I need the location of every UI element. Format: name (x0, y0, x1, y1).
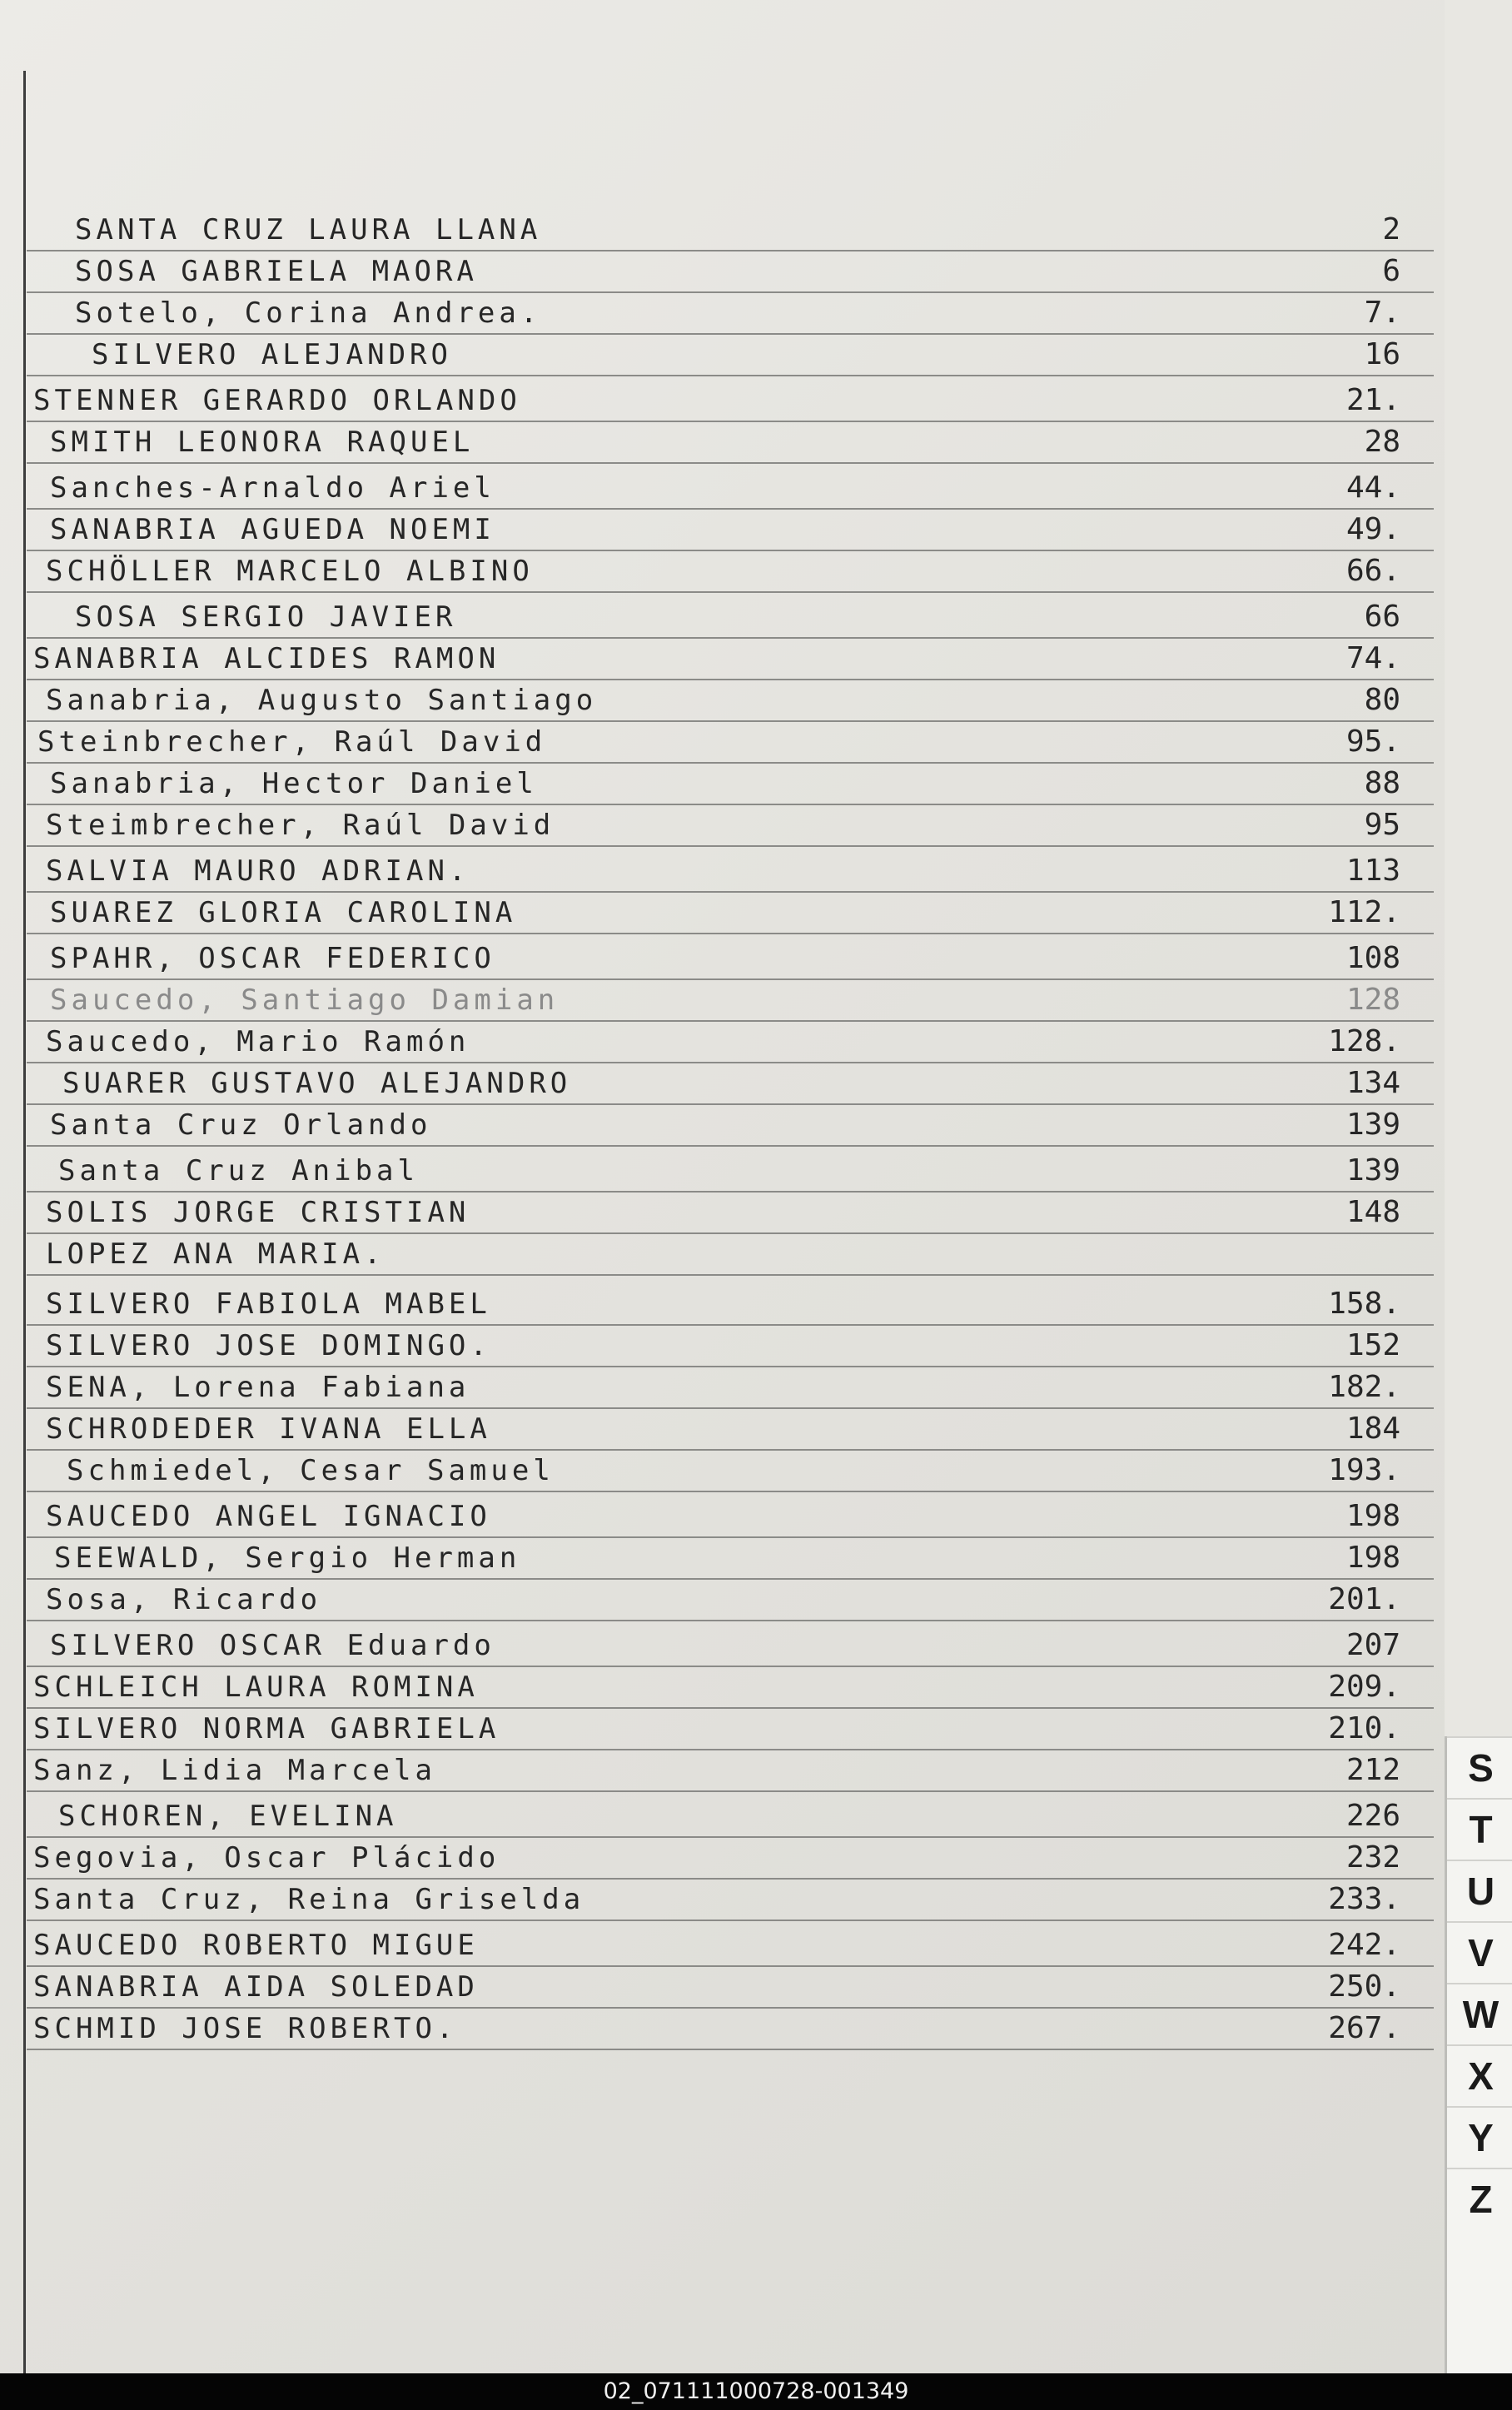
ledger-row (27, 207, 1434, 251)
entry-number: 66 (1364, 600, 1400, 634)
entry-name: Santa Cruz, Reina Griselda (33, 1883, 585, 1916)
entry-name: SMITH LEONORA RAQUEL (50, 426, 475, 459)
index-tab-s[interactable]: S (1447, 1736, 1512, 1798)
ledger-row (27, 719, 1434, 764)
entry-name: SUAREZ GLORIA CAROLINA (50, 896, 517, 929)
ledger-row (27, 248, 1434, 293)
ledger-row (27, 760, 1434, 805)
ledger-row (27, 1835, 1434, 1880)
ledger-row (27, 1447, 1434, 1492)
ledger-row (27, 419, 1434, 464)
entry-number: 232 (1345, 1840, 1400, 1875)
entry-name: SAUCEDO ROBERTO MIGUE (33, 1929, 479, 1962)
ledger-row (27, 1664, 1434, 1709)
ledger-row (27, 548, 1434, 593)
entry-number: 134 (1345, 1066, 1400, 1100)
entry-number: 108 (1345, 941, 1400, 975)
ledger-row (27, 1189, 1434, 1234)
image-id-footer: 02_071111000728-001349 (0, 2373, 1512, 2410)
entry-number: 184 (1345, 1412, 1400, 1446)
entry-name: STENNER GERARDO ORLANDO (33, 384, 521, 417)
entry-name: Sosa, Ricardo (46, 1583, 322, 1616)
ledger-row (27, 1705, 1434, 1750)
ledger-row (27, 1231, 1434, 1276)
entry-number: 49. (1345, 512, 1400, 546)
ledger-row (27, 1576, 1434, 1621)
entry-number: 128. (1328, 1024, 1400, 1058)
entry-name: SOLIS JORGE CRISTIAN (46, 1196, 470, 1229)
entry-number: 112. (1328, 895, 1400, 929)
entry-number: 152 (1345, 1328, 1400, 1362)
entry-number: 212 (1345, 1753, 1400, 1787)
ledger-row (27, 1322, 1434, 1367)
ledger-row (27, 1148, 1434, 1193)
entry-name: SANABRIA ALCIDES RAMON (33, 642, 500, 675)
entry-number: 198 (1345, 1499, 1400, 1533)
entry-name: Saucedo, Santiago Damian (50, 983, 560, 1017)
ledger-row (27, 1406, 1434, 1451)
entry-number: 201. (1328, 1582, 1400, 1616)
entry-number: 182. (1328, 1370, 1400, 1404)
entry-name: SCHRODEDER IVANA ELLA (46, 1412, 491, 1446)
ledger-row (27, 1922, 1434, 1967)
entry-name: SEEWALD, Sergio Herman (54, 1541, 521, 1575)
index-tab-v[interactable]: V (1447, 1921, 1512, 1983)
entry-number: 44. (1345, 471, 1400, 505)
ledger-row (27, 635, 1434, 680)
entry-name: SCHMID JOSE ROBERTO. (33, 2012, 458, 2045)
entry-name: Sanabria, Augusto Santiago (46, 684, 598, 717)
entry-number: 250. (1328, 1969, 1400, 2004)
entry-number: 233. (1328, 1882, 1400, 1916)
entry-name: SANABRIA AIDA SOLEDAD (33, 1970, 479, 2004)
entry-number: 128 (1345, 983, 1400, 1017)
entry-name: SAUCEDO ANGEL IGNACIO (46, 1500, 491, 1533)
entry-number: 209. (1328, 1670, 1400, 1704)
entry-name: SPAHR, OSCAR FEDERICO (50, 942, 495, 975)
entry-name: SOSA SERGIO JAVIER (75, 600, 457, 634)
entry-name: SALVIA MAURO ADRIAN. (46, 854, 470, 888)
entry-name: SENA, Lorena Fabiana (46, 1371, 470, 1404)
entry-name: SILVERO NORMA GABRIELA (33, 1712, 500, 1745)
entry-name: Sanz, Lidia Marcela (33, 1754, 436, 1787)
entry-number: 7. (1364, 296, 1400, 330)
ledger-row (27, 1493, 1434, 1538)
entry-name: SUARER GUSTAVO ALEJANDRO (62, 1067, 572, 1100)
entry-name: Sotelo, Corina Andrea. (75, 296, 542, 330)
entry-name: SOSA GABRIELA MAORA (75, 255, 478, 288)
ledger-row (27, 594, 1434, 639)
ledger-row (27, 1364, 1434, 1409)
entry-number: 95. (1345, 724, 1400, 759)
entry-number: 198 (1345, 1541, 1400, 1575)
entry-number: 66. (1345, 554, 1400, 588)
ledger-row (27, 889, 1434, 934)
index-tab-t[interactable]: T (1447, 1798, 1512, 1860)
entry-number: 139 (1345, 1108, 1400, 1142)
entry-name: SILVERO JOSE DOMINGO. (46, 1329, 491, 1362)
ledger-row (27, 290, 1434, 335)
entry-number: 80 (1364, 683, 1400, 717)
ledger-row (27, 331, 1434, 376)
entry-number: 21. (1345, 383, 1400, 417)
alphabet-index-tabs (1445, 1736, 1512, 2373)
entry-name: Segovia, Oscar Plácido (33, 1841, 500, 1875)
ledger-row (27, 802, 1434, 847)
entry-number: 2 (1382, 212, 1400, 246)
ledger-row (27, 1018, 1434, 1063)
entry-number: 28 (1364, 425, 1400, 459)
entry-number: 226 (1345, 1799, 1400, 1833)
entry-name: Sanabria, Hector Daniel (50, 767, 538, 800)
index-tab-u[interactable]: U (1447, 1860, 1512, 1921)
margin-rule (23, 71, 26, 2373)
ledger-row (27, 1622, 1434, 1667)
entry-number: 16 (1364, 337, 1400, 371)
entry-number: 113 (1345, 854, 1400, 888)
ledger-row (27, 1102, 1434, 1147)
ledger-row (27, 1281, 1434, 1326)
entry-name: SILVERO FABIOLA MABEL (46, 1287, 491, 1321)
ledger-row (27, 1964, 1434, 2009)
ledger-row (27, 1793, 1434, 1838)
entry-number: 193. (1328, 1453, 1400, 1487)
entry-name: SCHOREN, EVELINA (58, 1800, 398, 1833)
ledger-row (27, 2005, 1434, 2050)
ledger-row (27, 1876, 1434, 1921)
entry-name: Schmiedel, Cesar Samuel (67, 1454, 555, 1487)
ledger-row (27, 506, 1434, 551)
entry-name: Steimbrecher, Raúl David (46, 809, 555, 842)
entry-name: Saucedo, Mario Ramón (46, 1025, 470, 1058)
entry-name: SANTA CRUZ LAURA LLANA (75, 213, 542, 246)
ledger-row (27, 977, 1434, 1022)
ledger-row (27, 1747, 1434, 1792)
entry-name: LOPEZ ANA MARIA. (46, 1237, 385, 1271)
ledger-row (27, 1535, 1434, 1580)
entry-name: Sanches-Arnaldo Ariel (50, 471, 495, 505)
entry-name: SILVERO OSCAR Eduardo (50, 1629, 495, 1662)
entry-number: 242. (1328, 1928, 1400, 1962)
entry-number: 158. (1328, 1287, 1400, 1321)
index-tab-y[interactable]: Y (1447, 2106, 1512, 2168)
entry-number: 74. (1345, 641, 1400, 675)
ledger-row (27, 848, 1434, 893)
ledger-row (27, 677, 1434, 722)
entry-name: SCHLEICH LAURA ROMINA (33, 1671, 479, 1704)
entry-number: 139 (1345, 1153, 1400, 1188)
entry-name: SILVERO ALEJANDRO (92, 338, 452, 371)
index-tab-z[interactable]: Z (1447, 2168, 1512, 2229)
entry-number: 6 (1382, 254, 1400, 288)
entry-number: 95 (1364, 808, 1400, 842)
entry-name: Steinbrecher, Raúl David (37, 725, 547, 759)
entry-name: Santa Cruz Orlando (50, 1108, 432, 1142)
entry-number: 148 (1345, 1195, 1400, 1229)
entry-number: 207 (1345, 1628, 1400, 1662)
entry-number: 267. (1328, 2011, 1400, 2045)
entry-name: Santa Cruz Anibal (58, 1154, 419, 1188)
ledger-row (27, 935, 1434, 980)
entry-name: SANABRIA AGUEDA NOEMI (50, 513, 495, 546)
ledger-row (27, 1060, 1434, 1105)
index-tab-w[interactable]: W (1447, 1983, 1512, 2044)
ledger-row (27, 465, 1434, 510)
entry-number: 210. (1328, 1711, 1400, 1745)
entry-number: 88 (1364, 766, 1400, 800)
entry-name: SCHÖLLER MARCELO ALBINO (46, 555, 534, 588)
ledger-row (27, 377, 1434, 422)
index-tab-x[interactable]: X (1447, 2044, 1512, 2106)
